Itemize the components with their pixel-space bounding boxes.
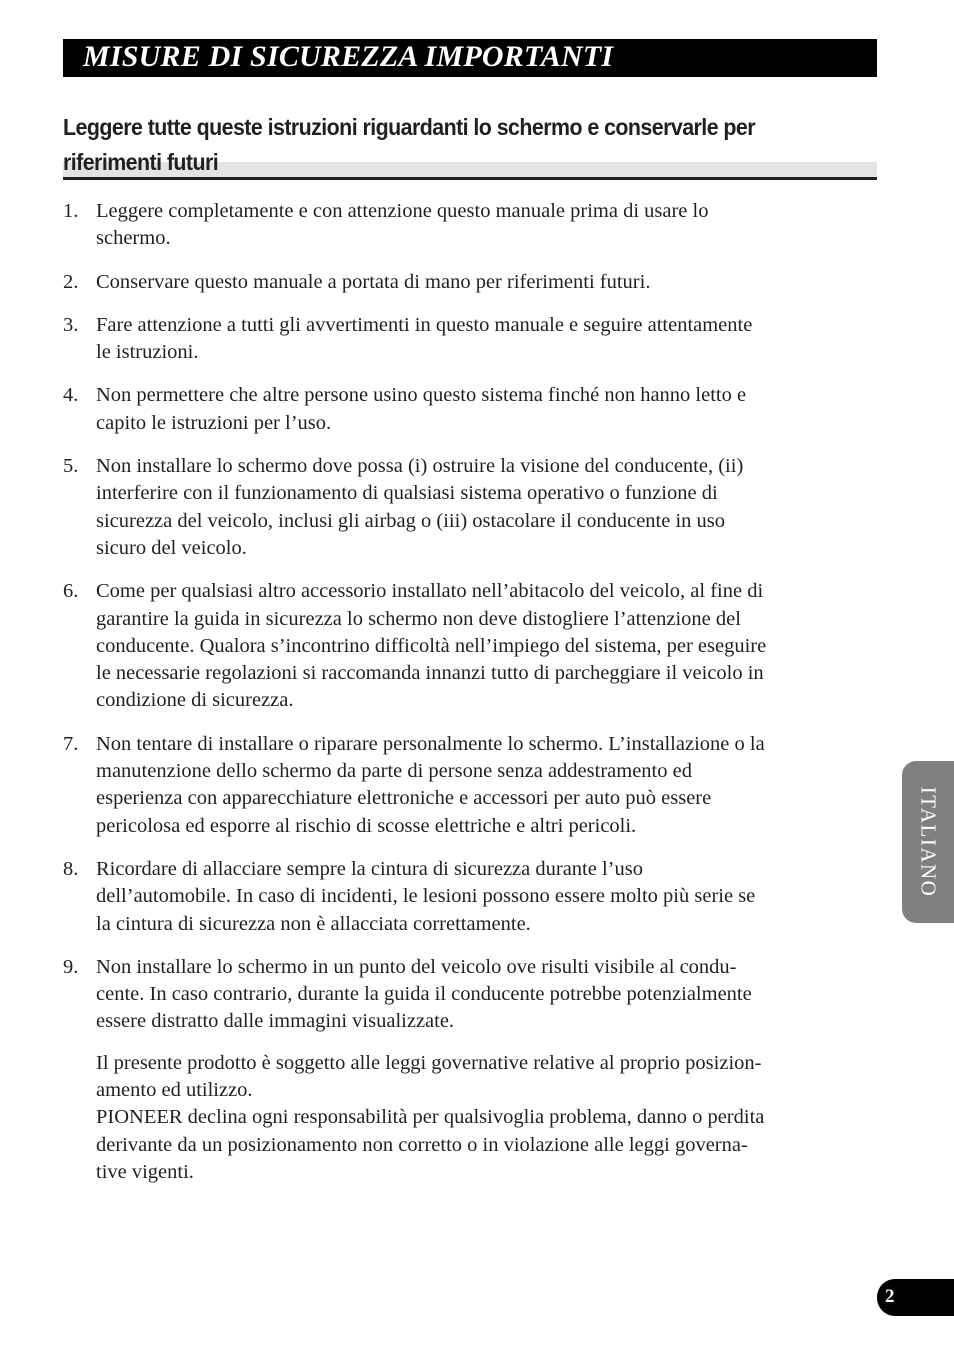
list-item-text: Non permettere che altre persone usino questo sistema finché non hanno letto e capito le istruzioni per l’uso.: [96, 384, 747, 434]
list-item: [63, 382, 853, 437]
section-title-bar: [63, 39, 877, 77]
language-tab-label: ITALIANO: [916, 786, 941, 898]
list-item-text: Conservare questo manuale a portata di mano per riferimenti futuri.: [96, 270, 651, 293]
list-item: [63, 954, 853, 1036]
page-number: 2: [885, 1286, 895, 1307]
list-item-number: 8.: [63, 857, 79, 880]
list-item: [63, 453, 853, 562]
page-title: MISURE DI SICUREZZA IMPORTANTI: [83, 40, 614, 73]
list-item: [63, 578, 853, 714]
list-item-number: 9.: [63, 955, 79, 978]
list-item-text: Leggere completamente e con attenzione questo manuale prima di usare lo schermo.: [96, 200, 709, 250]
section-subtitle: Leggere tutte queste istruzioni riguardanti lo schermo e conservarle per riferimenti futuri: [63, 114, 756, 175]
list-item: [63, 731, 853, 840]
list-item-number: 6.: [63, 580, 79, 603]
list-item-number: 1.: [63, 200, 79, 222]
list-item-text: Non tentare di installare o riparare personalmente lo schermo. L’installazione o la manutenzione dello schermo da parte di persone senza addestramento ed esperienza con apparecchiature elettroniche e accessori per auto può essere pericolosa ed esporre al rischio di scosse elettriche e altri pericoli.: [96, 732, 765, 837]
legal-note-paragraph: PIONEER declina ogni responsabilità per qualsivoglia problema, danno o perdita derivante da un posizionamento non corretto o in violazione alle leggi governa- tive vigenti.: [96, 1106, 765, 1183]
page-number-tab: [877, 1279, 954, 1316]
list-item-text: Non installare lo schermo in un punto del veicolo ove risulti visibile al condu- cente. In caso contrario, durante la guida il conducente potrebbe potenzialmente essere distratto dalle immagini visualizzate.: [96, 955, 752, 1033]
list-item-text: Ricordare di allacciare sempre la cintura di sicurezza durante l’uso dell’automobile. In caso di incidenti, le lesioni possono essere molto più serie se la cintura di sicurezza non è allacciata correttamente.: [96, 857, 756, 935]
list-item: [63, 312, 853, 367]
list-item-number: 7.: [63, 732, 79, 755]
list-item: [63, 269, 853, 296]
list-item-text: Come per qualsiasi altro accessorio installato nell’abitacolo del veicolo, al fine di garantire la guida in sicurezza lo schermo non deve distogliere l’attenzione del conducente. Qualora s’incontrino difficoltà nell’impiego del sistema, per eseguire le necessarie regolazioni si raccomanda innanzi tutto di parcheggiare il veicolo in condizione di sicurezza.: [96, 580, 767, 712]
language-tab: [902, 761, 954, 923]
list-item-number: 5.: [63, 455, 79, 478]
legal-note-paragraph: Il presente prodotto è soggetto alle leggi governative relative al proprio posizion- amento ed utilizzo.: [96, 1051, 762, 1102]
list-item: [63, 856, 853, 938]
list-item: [63, 198, 853, 253]
legal-note: [63, 1050, 853, 1186]
list-item-text: Fare attenzione a tutti gli avvertimenti in questo manuale e seguire attentamente le istruzioni.: [96, 313, 753, 364]
list-item-number: 2.: [63, 270, 79, 293]
list-item-text: Non installare lo schermo dove possa (i) ostruire la visione del conducente, (ii) interferire con il funzionamento di qualsiasi sistema operativo o funzione di sicurezza del veicolo, inclusi gli airbag o (iii) ostacolare il conducente in uso sicuro del veicolo.: [96, 455, 744, 559]
list-item-number: 4.: [63, 384, 79, 407]
instruction-list: [63, 198, 853, 1186]
list-item-number: 3.: [63, 313, 79, 336]
